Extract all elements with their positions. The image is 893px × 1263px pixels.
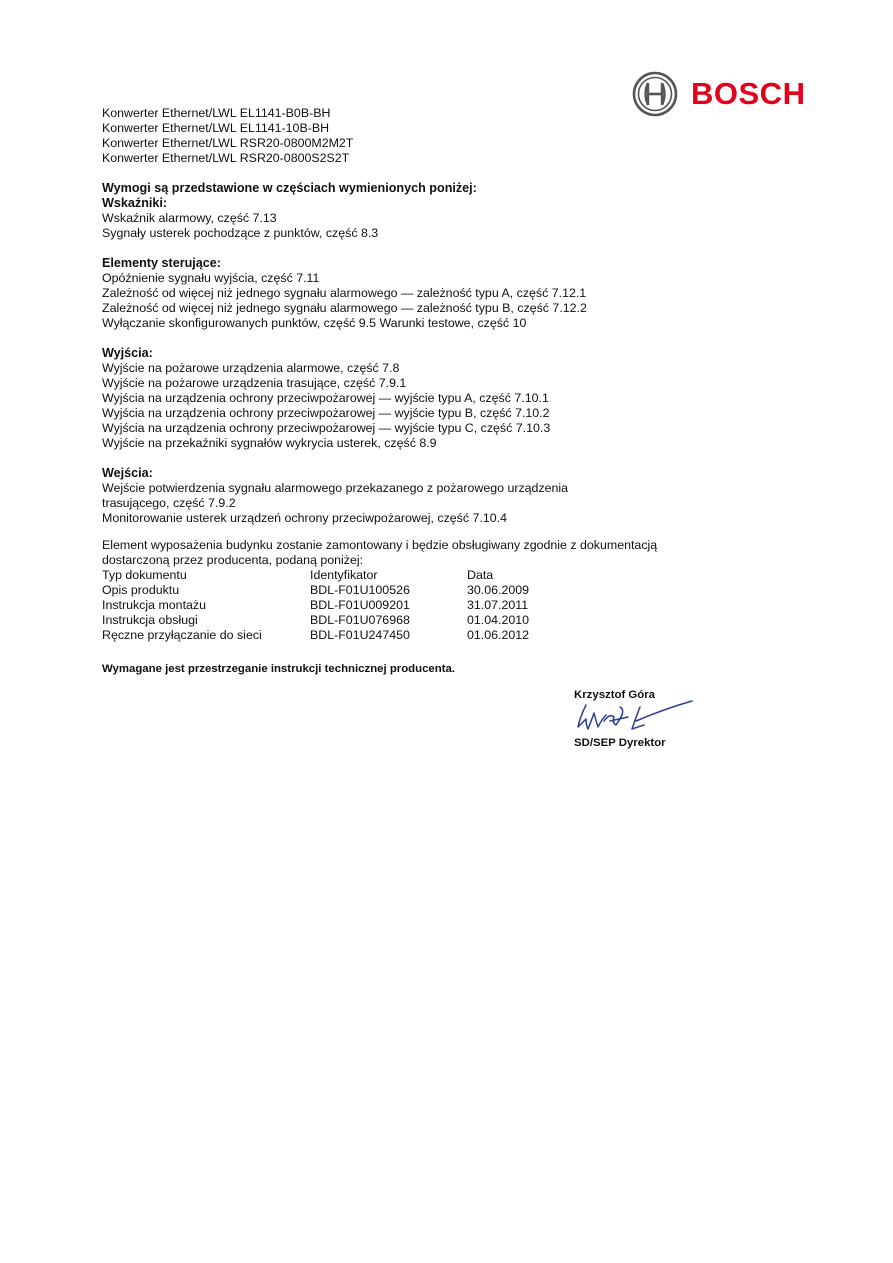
table-row — [102, 583, 529, 598]
column-header: Identyfikator — [310, 568, 378, 582]
list-item: Opóźnienie sygnału wyjścia, część 7.11 — [102, 271, 320, 285]
product-line: Konwerter Ethernet/LWL EL1141-B0B-BH — [102, 106, 331, 120]
list-item: Wyjście na pożarowe urządzenia trasujące, część 7.9.1 — [102, 376, 407, 390]
list-item: Wyłączanie skonfigurowanych punktów, część 9.5 Warunki testowe, część 10 — [102, 316, 527, 330]
product-line: Konwerter Ethernet/LWL RSR20-0800M2M2T — [102, 136, 354, 150]
table-cell: Opis produktu — [102, 583, 180, 597]
product-line: Konwerter Ethernet/LWL RSR20-0800S2S2T — [102, 151, 350, 165]
table-header-row — [102, 568, 529, 583]
table-row — [102, 598, 529, 613]
table-cell: 01.04.2010 — [467, 613, 530, 627]
table-cell: BDL-F01U009201 — [310, 598, 410, 612]
signatory-title: SD/SEP Dyrektor — [574, 737, 666, 749]
table-row — [102, 628, 529, 643]
column-header: Typ dokumentu — [102, 568, 187, 582]
list-item: Wskaźnik alarmowy, część 7.13 — [102, 211, 277, 225]
indicators-heading: Wskaźniki: — [102, 196, 168, 210]
product-line: Konwerter Ethernet/LWL EL1141-10B-BH — [102, 121, 330, 135]
documentation-table — [102, 568, 529, 643]
table-cell: Instrukcja montażu — [102, 598, 206, 612]
list-item: Zależność od więcej niż jednego sygnału alarmowego — zależność typu B, część 7.12.2 — [102, 301, 587, 315]
compliance-note: Wymagane jest przestrzeganie instrukcji technicznej producenta. — [102, 663, 455, 675]
signature-block — [574, 689, 714, 751]
list-item: Monitorowanie usterek urządzeń ochrony przeciwpożarowej, część 7.10.4 — [102, 511, 507, 525]
requirements-heading: Wymogi są przedstawione w częściach wymienionych poniżej: — [102, 181, 477, 195]
outputs-heading: Wyjścia: — [102, 346, 153, 360]
list-item: Wyjścia na urządzenia ochrony przeciwpożarowej — wyjście typu A, część 7.10.1 — [102, 391, 549, 405]
handwritten-signature-icon — [574, 699, 694, 735]
controls-heading: Elementy sterujące: — [102, 256, 221, 270]
list-item: Sygnały usterek pochodzące z punktów, część 8.3 — [102, 226, 379, 240]
table-cell: BDL-F01U247450 — [310, 628, 410, 642]
table-cell: 01.06.2012 — [467, 628, 530, 642]
documentation-intro: Element wyposażenia budynku zostanie zamontowany i będzie obsługiwany zgodnie z dokumentacją — [102, 538, 658, 552]
table-cell: 31.07.2011 — [467, 598, 529, 612]
list-item: trasującego, część 7.9.2 — [102, 496, 236, 510]
document-body — [102, 106, 742, 677]
table-cell: Ręczne przyłączanie do sieci — [102, 628, 262, 642]
list-item: Wejście potwierdzenia sygnału alarmowego przekazanego z pożarowego urządzenia — [102, 481, 569, 495]
documentation-intro: dostarczoną przez producenta, podaną poniżej: — [102, 553, 364, 567]
signatory-name: Krzysztof Góra — [574, 689, 656, 701]
list-item: Wyjście na przekaźniki sygnałów wykrycia usterek, część 8.9 — [102, 436, 437, 450]
inputs-heading: Wejścia: — [102, 466, 153, 480]
list-item: Wyjścia na urządzenia ochrony przeciwpożarowej — wyjście typu C, część 7.10.3 — [102, 421, 551, 435]
table-cell: BDL-F01U100526 — [310, 583, 410, 597]
table-cell: Instrukcja obsługi — [102, 613, 198, 627]
product-list — [102, 106, 742, 166]
list-item: Wyjście na pożarowe urządzenia alarmowe, część 7.8 — [102, 361, 400, 375]
brand-name: BOSCH — [691, 76, 806, 111]
column-header: Data — [467, 568, 494, 582]
list-item: Zależność od więcej niż jednego sygnału alarmowego — zależność typu A, część 7.12.1 — [102, 286, 587, 300]
table-row — [102, 613, 529, 628]
list-item: Wyjścia na urządzenia ochrony przeciwpożarowej — wyjście typu B, część 7.10.2 — [102, 406, 550, 420]
table-cell: 30.06.2009 — [467, 583, 530, 597]
table-cell: BDL-F01U076968 — [310, 613, 410, 627]
